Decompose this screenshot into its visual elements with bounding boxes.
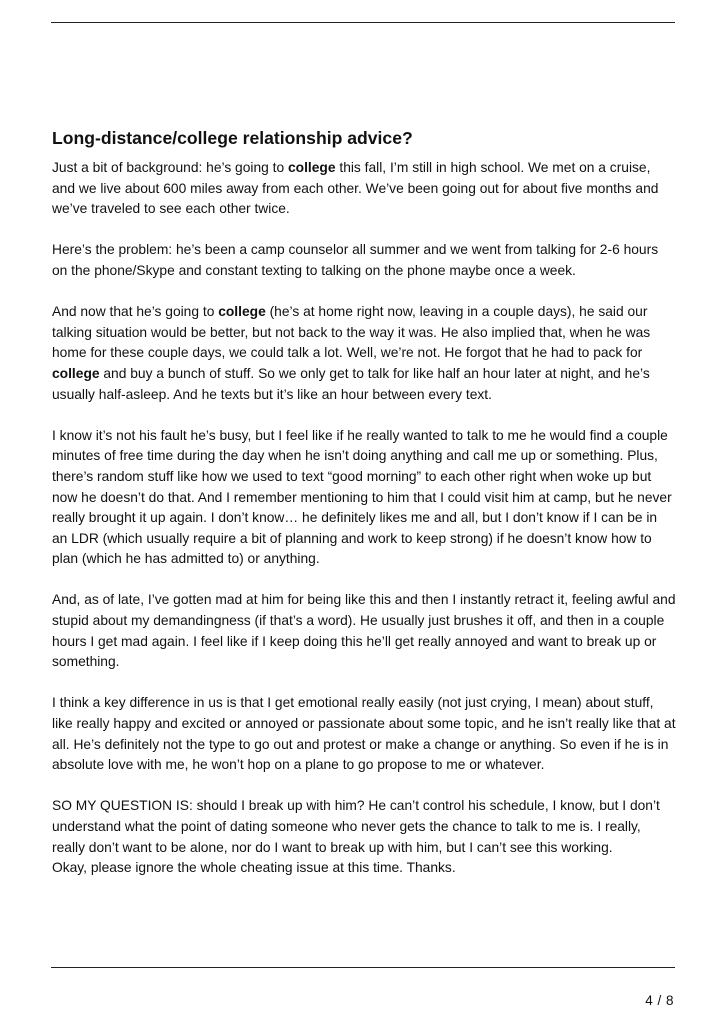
paragraph (52, 158, 676, 220)
text-run: this fall, I’m still in high school. We met on a cruise, and we live about 600 miles away from each other. We’ve been going out for about five months and we’ve traveled to see each other twice. (52, 160, 659, 217)
page-number: 4 / 8 (645, 993, 674, 1008)
document-title: Long-distance/college relationship advice? (52, 128, 413, 148)
text-run: SO MY QUESTION IS: should I break up with him? He can’t control his schedule, I know, but I don’t understand what the point of dating someone who never gets the chance to talk to me is. I really, really don’t want to be alone, nor do I want to break up with him, but I can’t see this working. (52, 798, 660, 855)
text-run: And now that he’s going to (52, 304, 219, 320)
paragraph (52, 240, 676, 281)
text-run: And, as of late, I’ve gotten mad at him for being like this and then I instantly retract it, feeling awful and stupid about my demandingness (if that’s a word). He usually just brushes it off, and then in a couple hours I get mad again. I feel like if I keep doing this he’ll get really annoyed and want to break up or something. (52, 592, 676, 670)
footer-rule (51, 967, 675, 968)
paragraph-list (52, 158, 676, 879)
text-run: and buy a bunch of stuff. So we only get to talk for like half an hour later at night, and he’s usually half-asleep. And he texts but it’s like an hour between every text. (52, 365, 650, 402)
document-body (52, 123, 676, 899)
bold-keyword: college (52, 365, 100, 381)
text-run: Here’s the problem: he’s been a camp counselor all summer and we went from talking for 2-6 hours on the phone/Skype and constant texting to talking on the phone maybe once a week. (52, 242, 659, 278)
paragraph (52, 858, 676, 879)
paragraph (52, 796, 676, 858)
paragraph (52, 590, 676, 672)
bold-keyword: college (218, 304, 266, 320)
text-run: Just a bit of background: he’s going to (52, 160, 288, 175)
text-run: (he’s at home right now, leaving in a couple days), he said our talking situation would be better, but not back to the way it was. He also implied that, when he was home for these couple days, we could talk a lot. Well, we’re not. He forgot that he had to pack for (52, 304, 651, 361)
header-rule (51, 22, 675, 23)
text-run: I think a key difference in us is that I get emotional really easily (not just crying, I mean) about stuff, like really happy and excited or annoyed or passionate about some topic, and he isn’t really like that at all. He’s definitely not the type to go out and protest or make a change or anything. So even if he is in absolute love with me, he won’t hop on a plane to go propose to me or whatever. (52, 695, 676, 773)
paragraph (52, 426, 676, 570)
text-run: I know it’s not his fault he’s busy, but I feel like if he really wanted to talk to me he would find a couple minutes of free time during the day when he isn’t doing anything and call me up or something. Plus, there’s random stuff like how we used to text “good morning” to each other right when woke up but now he doesn’t do that. And I remember mentioning to him that I could visit him at camp, but he never really brought it up again. I don’t know… he definitely likes me and all, but I don’t know if I can be in an LDR (which usually require a bit of planning and work to keep strong) if he doesn’t know how to plan (which he has admitted to) or anything. (52, 427, 672, 567)
bold-keyword: college (287, 160, 336, 175)
text-run: Okay, please ignore the whole cheating issue at this time. Thanks. (52, 860, 456, 876)
paragraph (52, 302, 676, 405)
paragraph (52, 693, 676, 775)
